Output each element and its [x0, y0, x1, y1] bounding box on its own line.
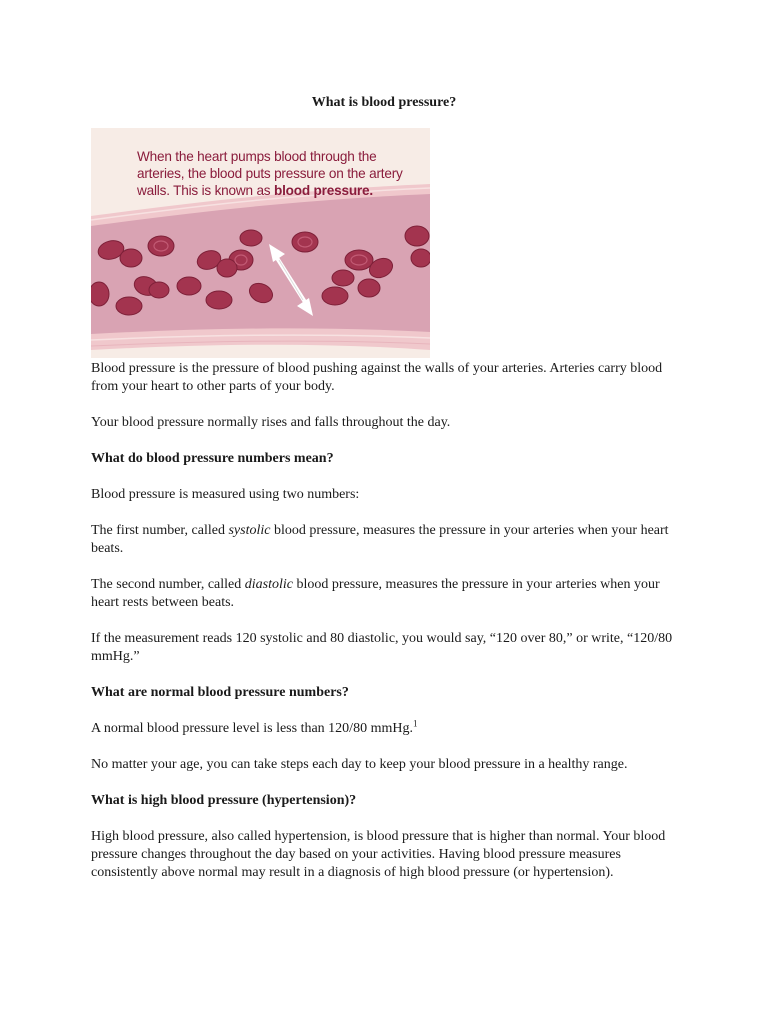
- heading-normal-numbers: What are normal blood pressure numbers?: [91, 685, 349, 700]
- systolic-text-end: blood pressure, measures the pressure in your arteries when your heart beats.: [91, 523, 669, 556]
- heading-hypertension: What is high blood pressure (hypertension)?: [91, 793, 357, 808]
- footnote-marker: 1: [412, 718, 418, 729]
- systolic-text-start: The first number, called: [91, 523, 229, 538]
- paragraph-normal-level: [91, 720, 681, 738]
- paragraph-healthy-range: No matter your age, you can take steps each day to keep your blood pressure in a healthy range.: [91, 757, 628, 772]
- paragraph-daily-variation: Your blood pressure normally rises and falls throughout the day.: [91, 415, 451, 430]
- diastolic-text-end: blood pressure, measures the pressure in your arteries when your heart rests between beats.: [91, 577, 660, 610]
- illustration-caption: [137, 148, 427, 199]
- paragraph-two-numbers: Blood pressure is measured using two numbers:: [91, 487, 360, 502]
- systolic-term: systolic: [228, 523, 271, 538]
- paragraph-definition: Blood pressure is the pressure of blood pushing against the walls of your arteries. Arteries carry blood from your heart to other parts of your body.: [91, 361, 663, 394]
- artery-illustration: [91, 128, 430, 358]
- paragraph-example-reading: If the measurement reads 120 systolic and 80 diastolic, you would say, “120 over 80,” or write, “120/80 mmHg.”: [91, 631, 673, 664]
- paragraph-systolic: [91, 522, 681, 558]
- diastolic-term: diastolic: [244, 577, 294, 592]
- paragraph-hypertension: High blood pressure, also called hypertension, is blood pressure that is higher than normal. Your blood pressure changes throughout the day based on your activities. Having blood pressure measures consistently above normal may result in a diagnosis of high blood pressure (or hypertension).: [91, 829, 666, 880]
- caption-bold-text: blood pressure.: [273, 183, 373, 198]
- caption-text: When the heart pumps blood through the arteries, the blood puts pressure on the artery walls. This is known as: [137, 149, 403, 198]
- diastolic-text-start: The second number, called: [91, 577, 245, 592]
- page-title: What is blood pressure?: [311, 95, 457, 110]
- normal-level-text: A normal blood pressure level is less than 120/80 mmHg.: [91, 721, 413, 736]
- paragraph-diastolic: [91, 576, 681, 612]
- heading-numbers-meaning: What do blood pressure numbers mean?: [91, 451, 334, 466]
